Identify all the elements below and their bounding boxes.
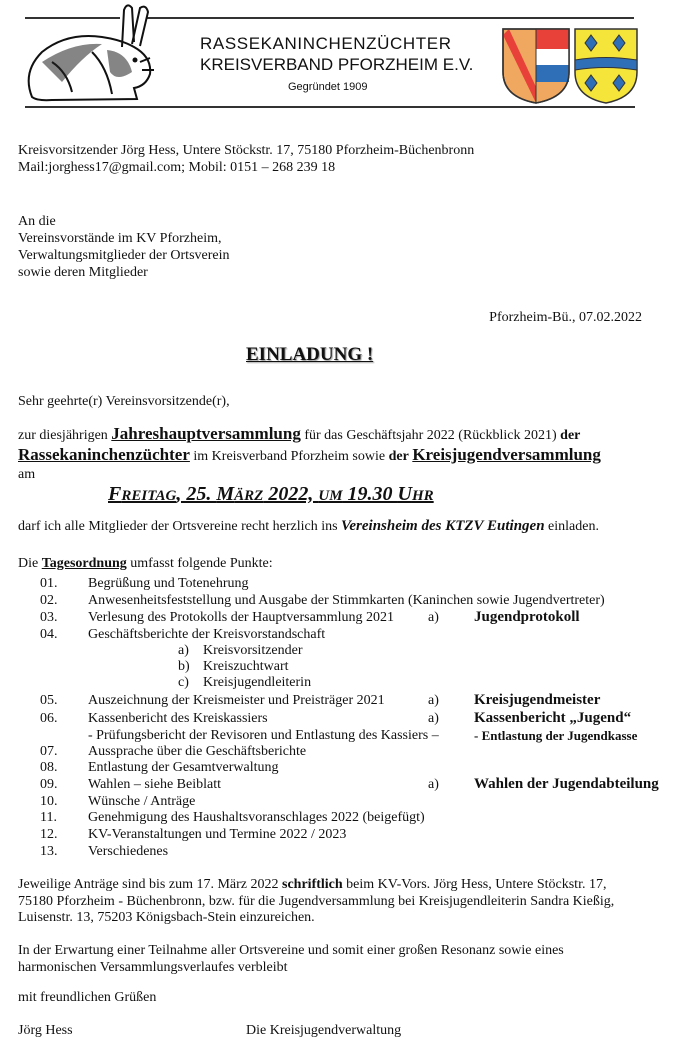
motions-line1: [18, 876, 606, 893]
agenda-youth-item: Jugendprotokoll: [474, 609, 580, 625]
agenda-sub-label: b): [178, 659, 190, 674]
agenda-youth-marker: a): [428, 693, 439, 708]
text: REITAG: [121, 488, 177, 504]
intro-line2: [18, 446, 601, 465]
rabbit-logo: [22, 2, 162, 106]
agenda-sub-label: a): [178, 643, 189, 658]
agenda-number: 09.: [40, 777, 58, 792]
intro-line1: [18, 425, 580, 444]
org-name-line1: RASSEKANINCHENZÜCHTER: [200, 34, 452, 53]
text: UM: [318, 488, 343, 504]
agenda-number: 06.: [40, 711, 58, 726]
text: darf ich alle Mitglieder der Ortsvereine recht herzlich ins: [18, 519, 342, 534]
divider: [146, 17, 634, 19]
agenda-item: Begrüßung und Totenehrung: [88, 576, 249, 591]
motions-line3: Luisenstr. 13, 75203 Königsbach-Stein einzureichen.: [18, 910, 315, 925]
sender-address: Kreisvorsitzender Jörg Hess, Untere Stöckstr. 17, 75180 Pforzheim-Büchenbronn: [18, 143, 475, 158]
agenda-sub-item: Kreiszuchtwart: [203, 659, 289, 674]
event-date: [108, 482, 434, 508]
text: , 25.: [176, 483, 217, 505]
text: der: [388, 449, 409, 464]
recipient-line: Verwaltungsmitglieder der Ortsverein: [18, 248, 230, 263]
text: M: [216, 483, 235, 505]
text: einladen.: [544, 519, 599, 534]
closing-line2: harmonischen Versammlungsverlaufes verbleibt: [18, 960, 288, 975]
agenda-youth-detail: - Entlastung der Jugendkasse: [474, 728, 638, 743]
venue-line: [18, 518, 599, 535]
greeting: mit freundlichen Grüßen: [18, 990, 157, 1005]
agenda-youth-item: Kreisjugendmeister: [474, 692, 601, 708]
agenda-youth-marker: a): [428, 777, 439, 792]
agenda-number: 11.: [40, 810, 57, 825]
signature-youth: Die Kreisjugendverwaltung: [246, 1023, 402, 1038]
sender-contact: Mail:jorghess17@gmail.com; Mobil: 0151 – 268 239 18: [18, 160, 336, 175]
text: HR: [411, 488, 434, 504]
agenda-number: 07.: [40, 744, 58, 759]
text: Tagesordnung: [41, 556, 127, 571]
place-date: Pforzheim-Bü., 07.02.2022: [489, 310, 642, 325]
text: für das Geschäftsjahr 2022 (Rückblick 2021): [300, 428, 561, 443]
coat-of-arms-baden: [501, 27, 571, 105]
page-title: EINLADUNG !: [246, 344, 374, 365]
text: umfasst folgende Punkte:: [126, 556, 273, 571]
text: 19.30: [342, 483, 398, 505]
agenda-number: 01.: [40, 576, 58, 591]
divider: [25, 106, 635, 108]
agenda-sub-item: Kreisjugendleiterin: [203, 675, 312, 690]
agenda-number: 05.: [40, 693, 58, 708]
agenda-item: Genehmigung des Haushaltsvoranschlages 2022 (beigefügt): [88, 810, 425, 825]
agenda-item: Entlastung der Gesamtverwaltung: [88, 760, 279, 775]
closing-line1: In der Erwartung einer Teilnahme aller Ortsvereine und somit einer großen Resonanz sowie eines: [18, 943, 564, 958]
highlight-jhv: Jahreshauptversammlung: [111, 424, 301, 443]
text: F: [108, 483, 122, 505]
recipient-line: sowie deren Mitglieder: [18, 265, 148, 280]
agenda-youth-marker: a): [428, 610, 439, 625]
agenda-item: Verlesung des Protokolls der Hauptversammlung 2021: [88, 610, 395, 625]
agenda-item: Kassenbericht des Kreiskassiers: [88, 711, 268, 726]
recipient-line: An die: [18, 214, 56, 229]
agenda-youth-item: Kassenbericht „Jugend“: [474, 710, 632, 726]
signature-chair: Jörg Hess: [18, 1023, 73, 1038]
text: ÄRZ: [234, 488, 264, 504]
agenda-number: 02.: [40, 593, 58, 608]
org-name-line2: KREISVERBAND PFORZHEIM E.V.: [200, 55, 474, 74]
highlight-rkz: Rassekaninchenzüchter: [18, 445, 190, 464]
text: schriftlich: [282, 877, 343, 892]
text: im Kreisverband Pforzheim sowie: [189, 449, 389, 464]
text: 2022,: [263, 483, 319, 505]
venue-name: Vereinsheim des KTZV Eutingen: [341, 518, 545, 534]
agenda-item: Verschiedenes: [88, 844, 169, 859]
agenda-number: 04.: [40, 627, 58, 642]
agenda-sub-item: Kreisvorsitzender: [203, 643, 303, 658]
recipient-line: Vereinsvorstände im KV Pforzheim,: [18, 231, 222, 246]
agenda-item-detail: - Prüfungsbericht der Revisoren und Entlastung des Kassiers –: [88, 728, 439, 743]
text: zur diesjährigen: [18, 428, 112, 443]
agenda-item: Auszeichnung der Kreismeister und Preisträger 2021: [88, 693, 385, 708]
agenda-item: Anwesenheitsfeststellung und Ausgabe der Stimmkarten (Kaninchen sowie Jugendvertreter): [88, 593, 605, 608]
agenda-number: 08.: [40, 760, 58, 775]
text: der: [560, 428, 581, 443]
agenda-number: 13.: [40, 844, 58, 859]
text: Jeweilige Anträge sind bis zum 17. März 2022: [18, 877, 283, 892]
agenda-item: Aussprache über die Geschäftsberichte: [88, 744, 307, 759]
agenda-number: 12.: [40, 827, 58, 842]
founded-text: Gegründet 1909: [288, 81, 368, 93]
agenda-youth-marker: a): [428, 711, 439, 726]
agenda-item: Wünsche / Anträge: [88, 794, 196, 809]
motions-line2: 75180 Pforzheim - Büchenbronn, bzw. für die Jugendversammlung bei Kreisjugendleiterin Sandra Kießig,: [18, 894, 615, 909]
agenda-item: KV-Veranstaltungen und Termine 2022 / 2023: [88, 827, 347, 842]
intro-am: am: [18, 467, 36, 482]
agenda-number: 03.: [40, 610, 58, 625]
text: U: [397, 483, 412, 505]
agenda-number: 10.: [40, 794, 58, 809]
highlight-kjv: Kreisjugendversammlung: [412, 445, 601, 464]
text: beim KV-Vors. Jörg Hess, Untere Stöckstr. 17,: [342, 877, 607, 892]
agenda-youth-item: Wahlen der Jugendabteilung: [474, 776, 659, 792]
agenda-sub-label: c): [178, 675, 189, 690]
text: Die: [18, 556, 42, 571]
agenda-intro: [18, 555, 273, 572]
agenda-item: Wahlen – siehe Beiblatt: [88, 777, 221, 792]
coat-of-arms-enzkreis: [573, 27, 639, 105]
salutation: Sehr geehrte(r) Vereinsvorsitzende(r),: [18, 394, 230, 409]
agenda-item: Geschäftsberichte der Kreisvorstandschaft: [88, 627, 326, 642]
